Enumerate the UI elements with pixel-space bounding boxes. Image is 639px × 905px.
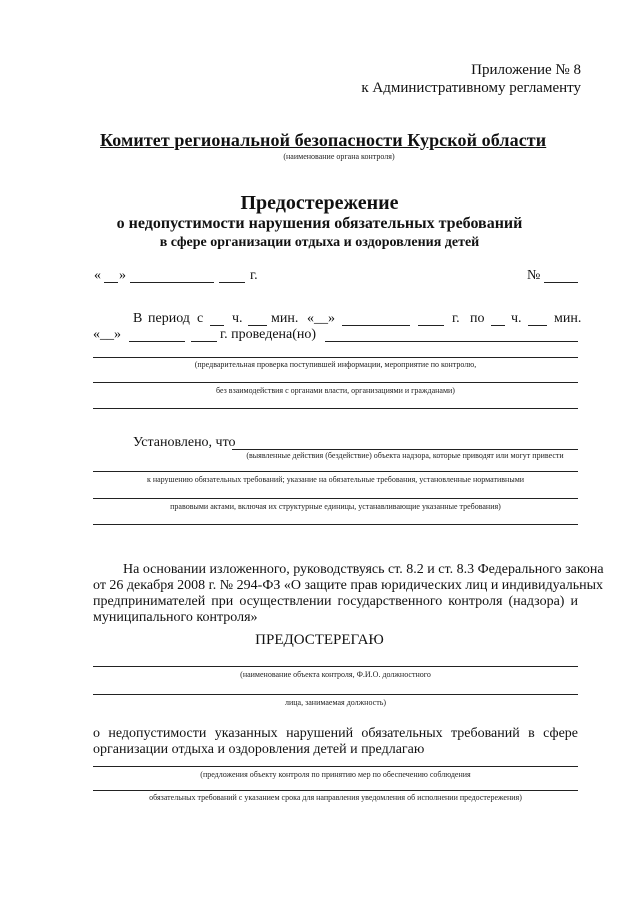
month-from-blank <box>342 325 410 326</box>
proposal-line-1 <box>93 766 578 767</box>
hour-from-blank <box>210 325 224 326</box>
check-type-line-2 <box>93 382 578 383</box>
month-blank <box>130 282 214 283</box>
appendix-number: Приложение № 8 <box>471 62 581 78</box>
year-blank <box>219 282 245 283</box>
period-quote2: «__» <box>93 327 121 342</box>
year-from-blank <box>418 325 444 326</box>
basis-line-3: предпринимателей при осуществлении государственного контроля (надзора) и <box>93 594 578 609</box>
authority-name: Комитет региональной безопасности Курской области <box>100 130 547 150</box>
appendix-reference: к Административному регламенту <box>361 80 581 96</box>
min-from-blank <box>248 325 267 326</box>
found-caption-2: к нарушению обязательных требований; указание на обязательные требования, установленные нормативными <box>146 475 525 484</box>
proposal-line-2 <box>93 790 578 791</box>
check-caption-1: (предварительная проверка поступившей информации, мероприятие по контролю, <box>194 360 477 369</box>
check-type-line <box>93 357 578 358</box>
object-line-2 <box>93 694 578 695</box>
inadmissibility-line-2: организации отдыха и оздоровления детей и предлагаю <box>93 742 425 757</box>
min-to-blank <box>528 325 547 326</box>
authority-caption: (наименование органа контроля) <box>283 152 395 161</box>
number-blank <box>544 282 578 283</box>
basis-line-4: муниципального контроля» <box>93 610 258 625</box>
date-quote-close: » <box>119 268 126 283</box>
period-s: с <box>197 311 204 326</box>
period-g1: г. <box>452 311 460 326</box>
year-to-blank <box>191 341 217 342</box>
object-line-1 <box>93 666 578 667</box>
found-caption-1: (выявленные действия (бездействие) объекта надзора, которые приводят или могут привести <box>246 451 564 460</box>
basis-line-1: На основании изложенного, руководствуясь ст. 8.2 и ст. 8.3 Федерального закона <box>123 562 604 577</box>
proposal-caption-1: (предложения объекту контроля по принятию мер по обеспечению соблюдения <box>200 770 471 779</box>
period-quote1: «__» <box>307 311 335 326</box>
month-to-blank <box>129 341 185 342</box>
basis-line-2: от 26 декабря 2008 г. № 294-ФЗ «О защите прав юридических лиц и индивидуальных <box>93 578 604 593</box>
period-ch1: ч. <box>232 311 243 326</box>
period-po: по <box>470 311 485 326</box>
found-line-2 <box>93 471 578 472</box>
year-suffix: г. <box>250 268 258 283</box>
period-v: В <box>133 311 143 326</box>
proposal-caption-2: обязательных требований с указанием срока для направления уведомления об исполнении предостережения) <box>149 793 522 802</box>
day-blank <box>104 282 118 283</box>
hour-to-blank <box>491 325 505 326</box>
established-label: Установлено, что <box>133 435 236 450</box>
period-g2: г. проведена(но) <box>220 327 317 342</box>
found-caption-3: правовыми актами, включая их структурные единицы, устанавливающие указанные требования) <box>170 502 501 511</box>
document-subtitle-2: в сфере организации отдыха и оздоровления детей <box>159 235 480 250</box>
warn-heading: ПРЕДОСТЕРЕГАЮ <box>255 632 384 648</box>
date-quote-open: « <box>94 268 101 283</box>
document-subtitle-1: о недопустимости нарушения обязательных требований <box>116 215 523 232</box>
period-min1: мин. <box>271 311 299 326</box>
period-ch2: ч. <box>511 311 522 326</box>
period-min2: мин. <box>554 311 582 326</box>
conducted-blank <box>325 341 578 342</box>
object-caption-2: лица, занимаемая должность) <box>284 698 387 707</box>
found-line-3 <box>93 498 578 499</box>
check-caption-2: без взаимодействия с органами власти, организациями и гражданами) <box>216 386 455 395</box>
period-word: период <box>148 311 190 326</box>
inadmissibility-line-1: о недопустимости указанных нарушений обязательных требований в сфере <box>93 726 578 741</box>
document-title: Предостережение <box>240 192 399 214</box>
check-type-line-3 <box>93 408 578 409</box>
number-sign: № <box>527 268 541 283</box>
object-caption-1: (наименование объекта контроля, Ф.И.О. должностного <box>240 670 431 679</box>
found-line-4 <box>93 524 578 525</box>
established-line <box>232 449 578 450</box>
